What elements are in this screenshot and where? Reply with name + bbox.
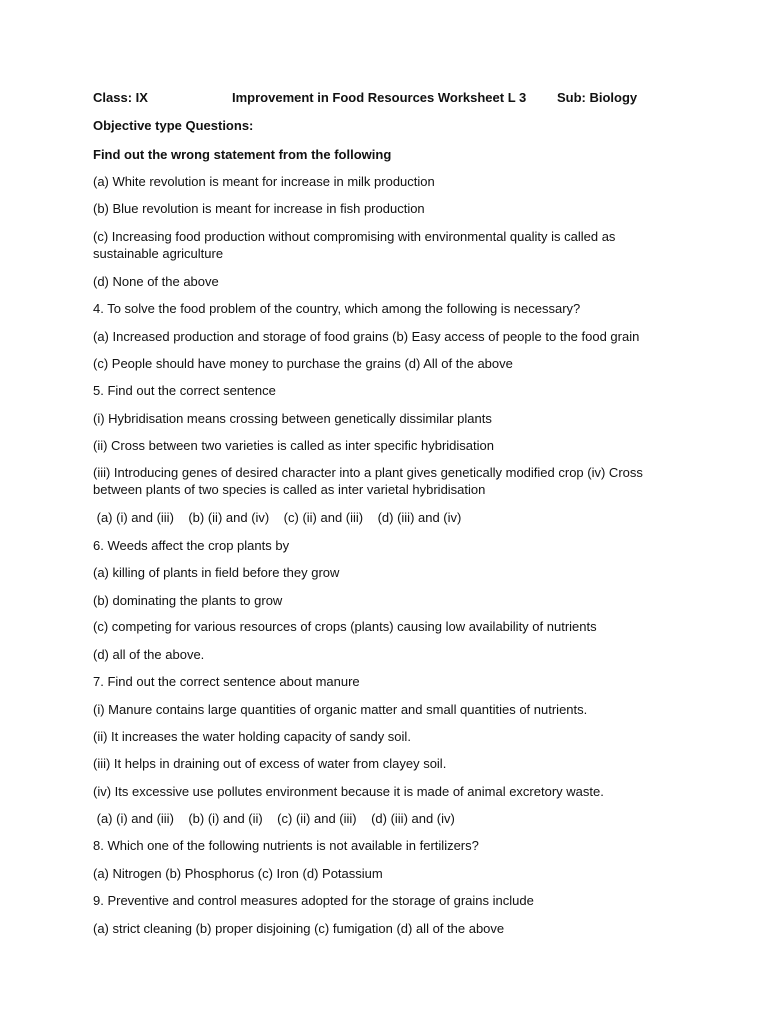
option-text: (d) all of the above. xyxy=(93,647,205,662)
question-text: 4. To solve the food problem of the country, which among the following is necessary? xyxy=(93,301,581,316)
option-text: (a) Increased production and storage of food grains (b) Easy access of people to the food grain xyxy=(93,329,640,344)
option-text: (a) strict cleaning (b) proper disjoining (c) fumigation (d) all of the above xyxy=(93,921,505,936)
option-text: (a) (i) and (iii) (b) (ii) and (iv) (c) (ii) and (iii) (d) (iii) and (iv) xyxy=(93,510,462,525)
statement-text: (ii) It increases the water holding capacity of sandy soil. xyxy=(93,729,411,744)
option-text: (c) People should have money to purchase the grains (d) All of the above xyxy=(93,356,513,371)
option-text: (c) Increasing food production without compromising with environmental quality is called as sustainable agriculture xyxy=(93,229,616,261)
question-text: 6. Weeds affect the crop plants by xyxy=(93,538,290,553)
subject-label: Sub: Biology xyxy=(557,90,638,105)
question-intro: Find out the wrong statement from the following xyxy=(93,147,392,162)
option-text: (a) Nitrogen (b) Phosphorus (c) Iron (d) Potassium xyxy=(93,866,383,881)
question-text: 7. Find out the correct sentence about manure xyxy=(93,674,360,689)
option-text: (a) killing of plants in field before they grow xyxy=(93,565,340,580)
statement-text: (iii) Introducing genes of desired character into a plant gives genetically modified crop (iv) Cross between plants of two species is called as inter varietal hybridisation xyxy=(93,465,643,497)
option-text: (b) dominating the plants to grow xyxy=(93,593,283,608)
option-text: (c) competing for various resources of crops (plants) causing low availability of nutrients xyxy=(93,619,597,634)
statement-text: (i) Manure contains large quantities of organic matter and small quantities of nutrients. xyxy=(93,702,588,717)
worksheet-header xyxy=(93,89,693,106)
question-text: 8. Which one of the following nutrients is not available in fertilizers? xyxy=(93,838,479,853)
option-text: (d) None of the above xyxy=(93,274,219,289)
question-text: 9. Preventive and control measures adopted for the storage of grains include xyxy=(93,893,534,908)
statement-text: (ii) Cross between two varieties is called as inter specific hybridisation xyxy=(93,438,494,453)
statement-text: (iii) It helps in draining out of excess of water from clayey soil. xyxy=(93,756,447,771)
question-text: 5. Find out the correct sentence xyxy=(93,383,276,398)
statement-text: (i) Hybridisation means crossing between genetically dissimilar plants xyxy=(93,411,492,426)
class-label: Class: IX xyxy=(93,90,148,105)
option-text: (a) (i) and (iii) (b) (i) and (ii) (c) (ii) and (iii) (d) (iii) and (iv) xyxy=(93,811,455,826)
option-text: (b) Blue revolution is meant for increase in fish production xyxy=(93,201,425,216)
worksheet-title: Improvement in Food Resources Worksheet L 3 xyxy=(232,90,527,105)
section-title: Objective type Questions: xyxy=(93,118,254,133)
option-text: (a) White revolution is meant for increase in milk production xyxy=(93,174,435,189)
statement-text: (iv) Its excessive use pollutes environment because it is made of animal excretory waste. xyxy=(93,784,604,799)
